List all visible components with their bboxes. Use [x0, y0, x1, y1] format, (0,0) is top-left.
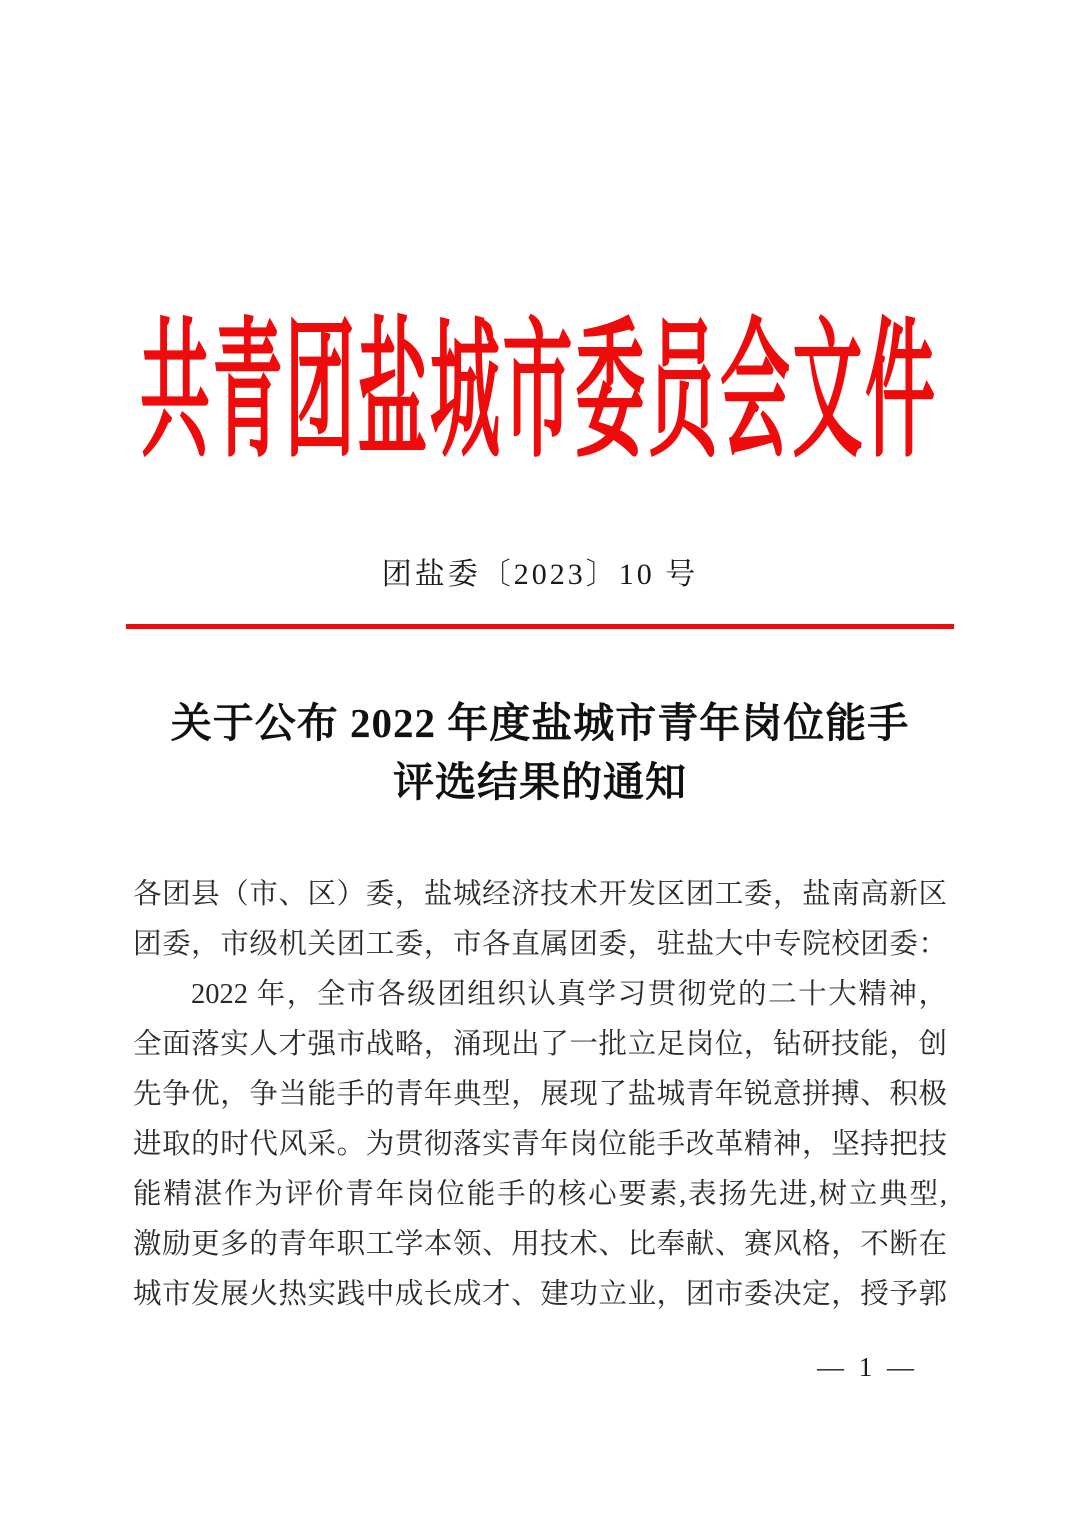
red-divider-line [126, 624, 954, 629]
body-text-line: 2022 年，全市各级团组织认真学习贯彻党的二十大精神， [191, 979, 947, 1010]
body-text-line: 城市发展火热实践中成长成才、建功立业，团市委决定，授予郭 [133, 1279, 947, 1310]
document-number: 团盐委〔2023〕10 号 [381, 558, 699, 591]
body-text-line: 能精湛作为评价青年岗位能手的核心要素,表扬先进,树立典型, [133, 1179, 947, 1210]
document-title [0, 694, 1080, 812]
document-title-line-2: 评选结果的通知 [393, 759, 687, 805]
body-text-line: 全面落实人才强市战略，涌现出了一批立足岗位，钻研技能，创 [133, 1029, 947, 1060]
page-number: — 1 — [817, 1352, 918, 1382]
agency-banner-title: 共青团盐城市委员会文件 [140, 311, 935, 477]
body-text-line: 进取的时代风采。为贯彻落实青年岗位能手改革精神，坚持把技 [133, 1129, 947, 1160]
body-text-line: 各团县（市、区）委，盐城经济技术开发区团工委，盐南高新区 [133, 879, 947, 910]
body-text-line: 先争优，争当能手的青年典型，展现了盐城青年锐意拼搏、积极 [133, 1079, 947, 1110]
body-text-line: 团委，市级机关团工委，市各直属团委，驻盐大中专院校团委： [133, 929, 947, 960]
document-body [133, 870, 947, 1320]
body-text-line: 激励更多的青年职工学本领、用技术、比奉献、赛风格，不断在 [133, 1229, 947, 1260]
document-title-line-1: 关于公布 2022 年度盐城市青年岗位能手 [170, 700, 910, 746]
